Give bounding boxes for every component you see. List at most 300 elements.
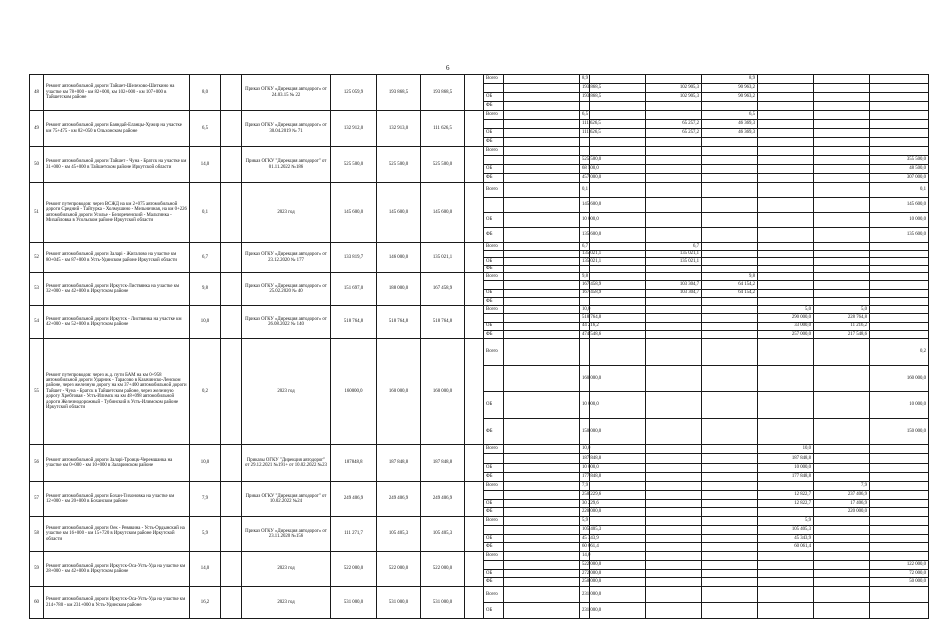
empty-cell [221, 111, 242, 147]
amount-cell [590, 517, 646, 526]
amount-cell [702, 183, 758, 198]
amount-cell [590, 339, 646, 366]
estimated-cost: 125 059,9 [331, 75, 377, 111]
amount-cell [504, 102, 580, 111]
amount-cell [646, 603, 702, 619]
funding-source-label: ФБ [484, 330, 504, 338]
amount-cell: 250 229,6 [580, 490, 590, 499]
amount-cell [646, 339, 702, 366]
funding-source-label: Всего [484, 339, 504, 366]
planned-cost: 160 000,0 [421, 339, 465, 445]
amount-cell [758, 174, 814, 183]
amount-cell [646, 499, 702, 508]
funding-source-label: ОБ [484, 499, 504, 508]
amount-cell: 518 764,8 [580, 314, 590, 322]
funding-source-label: Всего [484, 482, 504, 491]
amount-cell: 30 229,6 [580, 499, 590, 508]
row-number: 50 [30, 147, 44, 183]
empty-cell [221, 445, 242, 482]
row-number: 59 [30, 552, 44, 587]
amount-cell [870, 273, 929, 281]
amount-cell [870, 93, 929, 102]
amount-cell [504, 603, 580, 619]
planned-cost: 193 868,5 [421, 75, 465, 111]
amount-cell [870, 463, 929, 472]
amount-cell [504, 552, 580, 561]
amount-cell: 177 848,8 [580, 472, 590, 481]
amount-cell: 105 405,3 [758, 525, 814, 534]
amount-cell [504, 281, 580, 289]
amount-cell [504, 569, 580, 578]
funding-source-label: Всего [484, 111, 504, 120]
amount-cell [504, 289, 580, 297]
row-number: 51 [30, 183, 44, 243]
amount-cell: 60 061,4 [758, 543, 814, 552]
limit-cost: 145 600,0 [377, 183, 421, 243]
amount-cell [702, 578, 758, 587]
planned-cost: 105 405,3 [421, 517, 465, 552]
amount-cell [702, 525, 758, 534]
amount-cell [870, 84, 929, 93]
amount-cell [504, 322, 580, 330]
amount-cell [814, 250, 870, 258]
amount-cell: 10,0 [580, 445, 590, 454]
funding-source-label [484, 560, 504, 569]
approval-document: Приказ ОГКУ «Дирекция автодорог» от 26.08.2022 № 140 [242, 306, 331, 339]
amount-cell: 10 000,0 [870, 392, 929, 419]
table-row [30, 243, 929, 251]
estimated-cost: 160000,0 [331, 339, 377, 445]
amount-cell [504, 482, 580, 491]
amount-cell [646, 569, 702, 578]
amount-cell [590, 147, 646, 156]
amount-cell: 17 406,9 [814, 499, 870, 508]
amount-cell [758, 147, 814, 156]
amount-cell [702, 228, 758, 243]
amount-cell: 220 000,0 [814, 508, 870, 517]
amount-cell [758, 569, 814, 578]
amount-cell [590, 265, 646, 273]
empty-cell [465, 552, 484, 587]
amount-cell [504, 297, 580, 305]
amount-cell: 272 000,0 [580, 569, 590, 578]
amount-cell [504, 525, 580, 534]
amount-cell [580, 265, 590, 273]
amount-cell [758, 265, 814, 273]
estimated-cost: 132 912,0 [331, 111, 377, 147]
table-row [30, 587, 929, 603]
amount-cell [702, 156, 758, 165]
funding-source-label: ФБ [484, 138, 504, 147]
amount-cell [870, 472, 929, 481]
funding-source-label: ФБ [484, 472, 504, 481]
amount-cell: 6,5 [580, 111, 590, 120]
amount-cell [758, 84, 814, 93]
empty-cell [465, 306, 484, 339]
amount-cell [758, 228, 814, 243]
amount-cell [646, 517, 702, 526]
amount-cell [590, 138, 646, 147]
amount-cell: 7,9 [580, 482, 590, 491]
amount-cell [590, 102, 646, 111]
amount-cell: 103 304,7 [646, 281, 702, 289]
amount-cell [814, 156, 870, 165]
amount-cell [702, 508, 758, 517]
amount-cell [758, 560, 814, 569]
funding-source-label [484, 454, 504, 463]
empty-cell [465, 243, 484, 273]
amount-cell [814, 472, 870, 481]
amount-cell [504, 543, 580, 552]
amount-cell: 228 764,8 [814, 314, 870, 322]
amount-cell [758, 165, 814, 174]
amount-cell [814, 463, 870, 472]
amount-cell [504, 84, 580, 93]
amount-cell [870, 250, 929, 258]
amount-cell: 355 500,0 [870, 156, 929, 165]
funding-source-label: Всего [484, 587, 504, 603]
amount-cell [758, 587, 814, 603]
amount-cell [814, 587, 870, 603]
amount-cell: 90 963,2 [702, 93, 758, 102]
amount-cell [702, 392, 758, 419]
amount-cell [870, 314, 929, 322]
amount-cell [580, 339, 590, 366]
amount-cell [758, 75, 814, 84]
amount-cell: 60 061,4 [580, 543, 590, 552]
empty-cell [465, 517, 484, 552]
amount-cell [702, 314, 758, 322]
amount-cell [814, 525, 870, 534]
amount-cell: 0,1 [580, 183, 590, 198]
approval-document: Приказ ОГКУ «Дирекция автодорог» от 23.12.2020 № 177 [242, 243, 331, 273]
row-number: 52 [30, 243, 44, 273]
amount-cell [870, 482, 929, 491]
estimated-cost: 531 000,0 [331, 587, 377, 619]
amount-cell [580, 102, 590, 111]
amount-cell [504, 472, 580, 481]
amount-cell [646, 138, 702, 147]
object-length: 0,1 [190, 183, 221, 243]
funding-source-label [484, 198, 504, 213]
object-length: 7,9 [190, 482, 221, 517]
approval-document: 2023 год [242, 552, 331, 587]
amount-cell [646, 174, 702, 183]
amount-cell [870, 258, 929, 266]
table-row [30, 306, 929, 314]
amount-cell [504, 258, 580, 266]
amount-cell [814, 102, 870, 111]
amount-cell [870, 75, 929, 84]
approval-document: Приказы ОГКУ "Дирекция автодорог" от 29.12.2021 №191+ от 10.02.2022 №23 [242, 445, 331, 482]
amount-cell: 5,0 [758, 306, 814, 314]
amount-cell: 187 848,8 [580, 454, 590, 463]
amount-cell: 68 500,0 [580, 165, 590, 174]
amount-cell: 11 216,2 [814, 322, 870, 330]
object-length: 5,9 [190, 517, 221, 552]
amount-cell: 12 822,7 [758, 499, 814, 508]
amount-cell: 50 000,0 [870, 578, 929, 587]
amount-cell [870, 525, 929, 534]
amount-cell [646, 273, 702, 281]
amount-cell: 250 000,0 [580, 578, 590, 587]
amount-cell [702, 250, 758, 258]
amount-cell: 135 021,1 [580, 250, 590, 258]
limit-cost: 249 406,9 [377, 482, 421, 517]
row-number: 48 [30, 75, 44, 111]
amount-cell: 193 868,5 [580, 84, 590, 93]
amount-cell [646, 198, 702, 213]
amount-cell [504, 111, 580, 120]
amount-cell: 46 369,3 [702, 120, 758, 129]
amount-cell [504, 243, 580, 251]
limit-cost: 146 000,0 [377, 243, 421, 273]
amount-cell [870, 265, 929, 273]
amount-cell [504, 138, 580, 147]
amount-cell [814, 165, 870, 174]
row-number: 57 [30, 482, 44, 517]
amount-cell [702, 297, 758, 305]
amount-cell [702, 560, 758, 569]
amount-cell: 65 257,2 [646, 120, 702, 129]
empty-cell [465, 183, 484, 243]
amount-cell [646, 482, 702, 491]
approval-document: 2023 год [242, 587, 331, 619]
amount-cell [702, 587, 758, 603]
amount-cell [814, 75, 870, 84]
amount-cell [814, 552, 870, 561]
amount-cell [646, 75, 702, 84]
amount-cell: 217 548,6 [814, 330, 870, 338]
funding-source-label: ОБ [484, 289, 504, 297]
amount-cell: 9,8 [702, 273, 758, 281]
funding-source-label: Всего [484, 75, 504, 84]
amount-cell [870, 111, 929, 120]
amount-cell [870, 454, 929, 463]
empty-cell [465, 147, 484, 183]
limit-cost: 193 868,5 [377, 75, 421, 111]
amount-cell [590, 273, 646, 281]
amount-cell [646, 183, 702, 198]
amount-cell [758, 603, 814, 619]
amount-cell: 10 000,0 [758, 463, 814, 472]
amount-cell [814, 578, 870, 587]
amount-cell [646, 147, 702, 156]
amount-cell [504, 454, 580, 463]
amount-cell [504, 213, 580, 228]
amount-cell: 8,9 [702, 75, 758, 84]
amount-cell [646, 265, 702, 273]
amount-cell [814, 418, 870, 445]
table-row [30, 552, 929, 561]
amount-cell [504, 330, 580, 338]
amount-cell [702, 213, 758, 228]
amount-cell [580, 138, 590, 147]
amount-cell [702, 306, 758, 314]
amount-cell [504, 490, 580, 499]
object-length: 16,2 [190, 587, 221, 619]
amount-cell [646, 111, 702, 120]
amount-cell [758, 156, 814, 165]
empty-cell [465, 75, 484, 111]
object-description: Ремонт автомобильной дороги Иркутск - Листвянка на участке км 42+000 - км 52+000 в Иркутском районе [44, 306, 190, 339]
object-description: Ремонт путепроводов: через ж.д. пути БАМ на км 0+958 автомобильной дороги Ударник - Тарасово в Казачинско-Ленском районе, через железную дорогу на км 37+400 автомобильной дороги Тайшет - Чуна - Братск в Тайшетском районе, через железную дорогу Хребтовая - Усть-Илимск на км 48+098 автомобильной дороги Железнодорожный - Тубинский в Усть-Илимском районе Иркутской области [44, 339, 190, 445]
amount-cell [814, 120, 870, 129]
amount-cell [814, 517, 870, 526]
amount-cell [702, 365, 758, 392]
amount-cell [504, 156, 580, 165]
amount-cell: 135 600,0 [870, 228, 929, 243]
amount-cell [504, 75, 580, 84]
limit-cost: 531 000,0 [377, 587, 421, 619]
empty-cell [221, 339, 242, 445]
amount-cell [814, 265, 870, 273]
amount-cell [504, 560, 580, 569]
amount-cell: 8,9 [580, 75, 590, 84]
amount-cell [814, 297, 870, 305]
funding-source-label: ФБ [484, 297, 504, 305]
amount-cell: 150 000,0 [580, 418, 590, 445]
amount-cell [814, 365, 870, 392]
table-row [30, 445, 929, 454]
estimated-cost: 145 600,0 [331, 183, 377, 243]
limit-cost: 132 913,0 [377, 111, 421, 147]
amount-cell [702, 445, 758, 454]
amount-cell [702, 147, 758, 156]
amount-cell [702, 499, 758, 508]
approval-document: 2023 год [242, 339, 331, 445]
amount-cell [504, 517, 580, 526]
amount-cell [702, 198, 758, 213]
amount-cell [814, 93, 870, 102]
amount-cell [504, 339, 580, 366]
amount-cell: 6,7 [646, 243, 702, 251]
table-row [30, 147, 929, 156]
amount-cell [814, 569, 870, 578]
amount-cell [646, 228, 702, 243]
amount-cell [702, 603, 758, 619]
amount-cell [702, 472, 758, 481]
object-description: Ремонт автомобильной дороги Заларі - Жигалово на участке км 80+045 - км 87+000 в Усть-Удинском районе Иркутской области [44, 243, 190, 273]
amount-cell [870, 306, 929, 314]
amount-cell [590, 243, 646, 251]
amount-cell [870, 543, 929, 552]
empty-cell [221, 273, 242, 306]
funding-source-label: ФБ [484, 265, 504, 273]
amount-cell [702, 322, 758, 330]
estimated-cost: 151 697,0 [331, 273, 377, 306]
amount-cell [646, 578, 702, 587]
amount-cell [814, 273, 870, 281]
amount-cell: 150 000,0 [870, 418, 929, 445]
funding-source-label [484, 314, 504, 322]
amount-cell [814, 603, 870, 619]
amount-cell [504, 147, 580, 156]
amount-cell [758, 339, 814, 366]
limit-cost: 188 000,0 [377, 273, 421, 306]
amount-cell [504, 508, 580, 517]
amount-cell [646, 552, 702, 561]
object-description: Ремонт автомобильной дороги Оек - Ревякина - Усть-Ордынский на участке км 16+000 - км 15+720 в Иркутском районе Иркутской области [44, 517, 190, 552]
amount-cell [702, 258, 758, 266]
amount-cell [702, 138, 758, 147]
funding-source-label: ФБ [484, 418, 504, 445]
funding-source-label: ФБ [484, 508, 504, 517]
approval-document: Приказ ОГКУ «Дирекция автодорог» от 25.02.2020 № 40 [242, 273, 331, 306]
amount-cell [814, 258, 870, 266]
amount-cell: 5,0 [814, 306, 870, 314]
estimated-cost: 133 819,7 [331, 243, 377, 273]
amount-cell [504, 174, 580, 183]
object-description: Ремонт автомобильной дороги Баяндай-Еланцы-Хужир на участке км 75+475 - км 82+050 в Ольхонском районе [44, 111, 190, 147]
funding-source-label: ОБ [484, 322, 504, 330]
amount-cell [702, 543, 758, 552]
amount-cell [814, 543, 870, 552]
amount-cell: 6,5 [702, 111, 758, 120]
amount-cell [758, 392, 814, 419]
amount-cell [504, 578, 580, 587]
planned-cost: 518 764,8 [421, 306, 465, 339]
amount-cell: 135 021,1 [646, 250, 702, 258]
funding-source-label: Всего [484, 445, 504, 454]
table-row [30, 482, 929, 491]
empty-cell [221, 243, 242, 273]
amount-cell [758, 250, 814, 258]
amount-cell [702, 243, 758, 251]
amount-cell [870, 120, 929, 129]
amount-cell: 10 000,0 [580, 213, 590, 228]
amount-cell [580, 147, 590, 156]
amount-cell: 10,0 [580, 306, 590, 314]
amount-cell [504, 306, 580, 314]
amount-cell [702, 330, 758, 338]
object-description: Ремонт автомобильной дороги Тайшет-Шелехово-Шиткино на участке км 78+000 - км 82+000, км 102+000 - км 107+000 в Тайшетском районе [44, 75, 190, 111]
empty-cell [465, 482, 484, 517]
amount-cell [702, 102, 758, 111]
funding-source-label [484, 156, 504, 165]
amount-cell [702, 463, 758, 472]
amount-cell [702, 174, 758, 183]
planned-cost: 522 000,0 [421, 552, 465, 587]
amount-cell [702, 165, 758, 174]
amount-cell [646, 508, 702, 517]
empty-cell [221, 183, 242, 243]
amount-cell [870, 102, 929, 111]
object-description: Ремонт путепроводов: через ВСЖД на км 2+075 автомобильной дороги Средний - Тайтурка - Холмушино - Мельничная, на км 0+226 автомобильной дороги Усолье - Белореченский - Мальтинка - Михайловка в Усольском районе Иркутской области [44, 183, 190, 243]
funding-source-label [484, 365, 504, 392]
object-length: 6,7 [190, 243, 221, 273]
amount-cell [870, 129, 929, 138]
amount-cell [646, 418, 702, 445]
amount-cell: 10 000,0 [580, 463, 590, 472]
amount-cell [702, 552, 758, 561]
amount-cell [504, 183, 580, 198]
amount-cell [870, 243, 929, 251]
amount-cell: 237 406,9 [814, 490, 870, 499]
amount-cell: 231 000,0 [580, 603, 590, 619]
approval-document: 2023 год [242, 183, 331, 243]
estimated-cost: 522 000,0 [331, 552, 377, 587]
amount-cell: 525 500,0 [580, 156, 590, 165]
amount-cell [814, 129, 870, 138]
amount-cell [758, 198, 814, 213]
amount-cell [814, 147, 870, 156]
approval-document: Приказ ОГКУ «Дирекция автодорог» от 23.11.2020 №156 [242, 517, 331, 552]
amount-cell: 220 000,0 [580, 508, 590, 517]
amount-cell [504, 228, 580, 243]
amount-cell [814, 174, 870, 183]
amount-cell [758, 120, 814, 129]
